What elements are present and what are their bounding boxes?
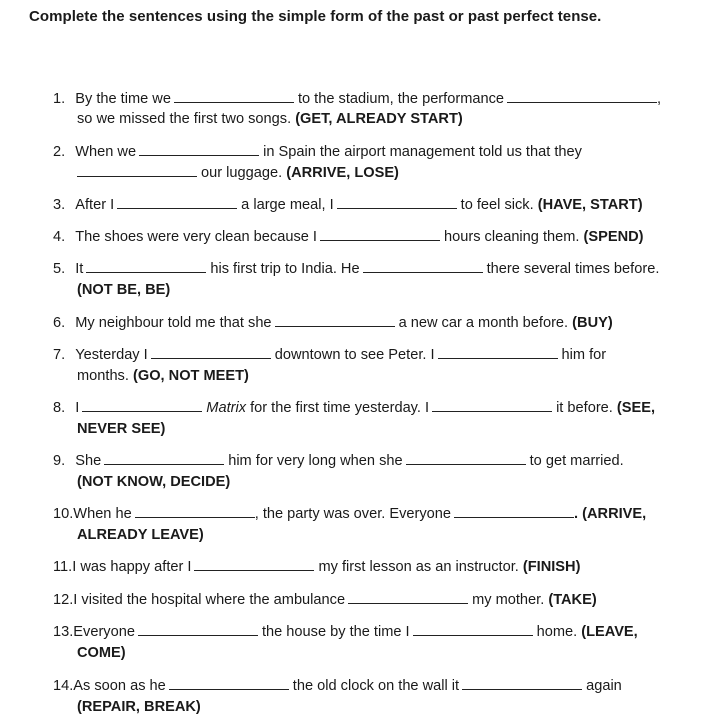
answer-blank[interactable] xyxy=(363,260,483,273)
answer-blank[interactable] xyxy=(320,228,440,241)
verb-hint: . (ARRIVE, xyxy=(574,506,647,522)
item-number: 10. xyxy=(53,506,74,522)
exercise-item-2-line-2 xyxy=(77,164,399,182)
verb-hint: (TAKE) xyxy=(548,592,597,608)
sentence-text: When he xyxy=(73,506,132,522)
answer-blank[interactable] xyxy=(174,90,294,103)
answer-blank[interactable] xyxy=(507,90,657,103)
sentence-text: to get married. xyxy=(529,453,624,469)
item-number: 3. xyxy=(53,197,66,213)
sentence-text: downtown to see Peter. I xyxy=(274,347,435,363)
exercise-item-5-line-2 xyxy=(77,281,170,299)
movie-title: Matrix xyxy=(206,400,247,416)
sentence-text: Everyone xyxy=(73,624,135,640)
item-number: 13. xyxy=(53,624,74,640)
sentence-text: the house by the time I xyxy=(261,624,410,640)
answer-blank[interactable] xyxy=(135,505,255,518)
sentence-text: After I xyxy=(75,197,115,213)
exercise-item-13-line-2 xyxy=(77,644,126,662)
exercise-item-7 xyxy=(53,346,606,364)
sentence-text: By the time we xyxy=(75,91,171,107)
exercise-item-6 xyxy=(53,314,613,332)
answer-blank[interactable] xyxy=(151,346,271,359)
sentence-text: my first lesson as an instructor. xyxy=(318,559,519,575)
verb-hint: (NOT KNOW, DECIDE) xyxy=(77,474,231,490)
item-number: 11. xyxy=(53,559,73,575)
answer-blank[interactable] xyxy=(413,623,533,636)
item-number: 1. xyxy=(53,91,66,107)
answer-blank[interactable] xyxy=(406,452,526,465)
exercise-item-7-line-2 xyxy=(77,367,249,385)
verb-hint: COME) xyxy=(77,645,126,661)
answer-blank[interactable] xyxy=(117,196,237,209)
sentence-text: It xyxy=(75,261,84,277)
exercise-item-4 xyxy=(53,228,644,246)
answer-blank[interactable] xyxy=(432,399,552,412)
exercise-item-10-line-2 xyxy=(77,526,204,544)
sentence-text: for the first time yesterday. I xyxy=(250,400,430,416)
verb-hint: (SEE, xyxy=(616,400,656,416)
sentence-text: his first trip to India. He xyxy=(210,261,360,277)
sentence-text: him for very long when she xyxy=(228,453,403,469)
verb-hint: (LEAVE, xyxy=(581,624,638,640)
item-number: 6. xyxy=(53,315,66,331)
sentence-text: , xyxy=(657,91,662,107)
sentence-text: My neighbour told me that she xyxy=(75,315,272,331)
verb-hint: (GET, ALREADY START) xyxy=(295,111,463,127)
answer-blank[interactable] xyxy=(104,452,224,465)
sentence-text: When we xyxy=(75,144,137,160)
exercise-item-5 xyxy=(53,260,659,278)
answer-blank[interactable] xyxy=(77,164,197,177)
answer-blank[interactable] xyxy=(337,196,457,209)
sentence-text: hours cleaning them. xyxy=(443,229,580,245)
answer-blank[interactable] xyxy=(86,260,206,273)
sentence-text: As soon as he xyxy=(73,678,166,694)
item-number: 4. xyxy=(53,229,66,245)
sentence-text: a large meal, I xyxy=(241,197,334,213)
sentence-text: home. xyxy=(536,624,578,640)
exercise-item-3 xyxy=(53,196,643,214)
answer-blank[interactable] xyxy=(454,505,574,518)
sentence-text: months. xyxy=(77,368,129,384)
verb-hint: (FINISH) xyxy=(522,559,581,575)
sentence-text: She xyxy=(75,453,102,469)
answer-blank[interactable] xyxy=(462,677,582,690)
sentence-text: him for xyxy=(561,347,607,363)
sentence-text: in Spain the airport management told us that they xyxy=(263,144,582,160)
answer-blank[interactable] xyxy=(348,591,468,604)
exercise-item-9 xyxy=(53,452,624,470)
sentence-text: to feel sick. xyxy=(460,197,534,213)
exercise-item-14 xyxy=(53,677,622,695)
answer-blank[interactable] xyxy=(169,677,289,690)
exercise-item-8 xyxy=(53,399,655,417)
exercise-item-11 xyxy=(53,558,580,576)
answer-blank[interactable] xyxy=(194,558,314,571)
answer-blank[interactable] xyxy=(275,314,395,327)
answer-blank[interactable] xyxy=(138,623,258,636)
sentence-text: The shoes were very clean because I xyxy=(75,229,317,245)
item-number: 8. xyxy=(53,400,66,416)
sentence-text: Yesterday I xyxy=(75,347,148,363)
item-number: 2. xyxy=(53,144,66,160)
verb-hint: ALREADY LEAVE) xyxy=(77,527,204,543)
verb-hint: (REPAIR, BREAK) xyxy=(77,699,201,715)
sentence-text: there several times before. xyxy=(486,261,660,277)
item-number: 9. xyxy=(53,453,66,469)
verb-hint: NEVER SEE) xyxy=(77,421,166,437)
sentence-text: to the stadium, the performance xyxy=(297,91,504,107)
sentence-text: a new car a month before. xyxy=(398,315,569,331)
exercise-item-1-line-2 xyxy=(77,110,463,128)
exercise-item-14-line-2 xyxy=(77,698,201,716)
verb-hint: (ARRIVE, LOSE) xyxy=(286,165,399,181)
exercise-item-9-line-2 xyxy=(77,473,230,491)
exercise-item-8-line-2 xyxy=(77,420,165,438)
item-number: 14. xyxy=(53,678,74,694)
sentence-text: again xyxy=(586,678,622,694)
verb-hint: (HAVE, START) xyxy=(537,197,643,213)
item-number: 7. xyxy=(53,347,66,363)
sentence-text: I visited the hospital where the ambulance xyxy=(73,592,346,608)
item-number: 12. xyxy=(53,592,74,608)
answer-blank[interactable] xyxy=(438,346,558,359)
verb-hint: (BUY) xyxy=(572,315,613,331)
verb-hint: (SPEND) xyxy=(583,229,644,245)
verb-hint: (GO, NOT MEET) xyxy=(132,368,249,384)
exercise-item-10 xyxy=(53,505,646,523)
exercise-item-1 xyxy=(53,90,661,108)
sentence-text: , the party was over. Everyone xyxy=(254,506,452,522)
answer-blank[interactable] xyxy=(139,143,259,156)
sentence-text: the old clock on the wall it xyxy=(292,678,460,694)
answer-blank[interactable] xyxy=(82,399,202,412)
sentence-text: so we missed the first two songs. xyxy=(77,111,292,127)
sentence-text: I xyxy=(75,400,80,416)
exercise-item-13 xyxy=(53,623,638,641)
item-number: 5. xyxy=(53,261,66,277)
sentence-text: our luggage. xyxy=(201,165,283,181)
sentence-text: it before. xyxy=(556,400,613,416)
verb-hint: (NOT BE, BE) xyxy=(77,282,171,298)
exercise-item-12 xyxy=(53,591,597,609)
sentence-text: I was happy after I xyxy=(72,559,192,575)
sentence-text: my mother. xyxy=(472,592,545,608)
worksheet-title: Complete the sentences using the simple form of the past or past perfect tense. xyxy=(29,8,602,25)
exercise-item-2 xyxy=(53,143,582,161)
